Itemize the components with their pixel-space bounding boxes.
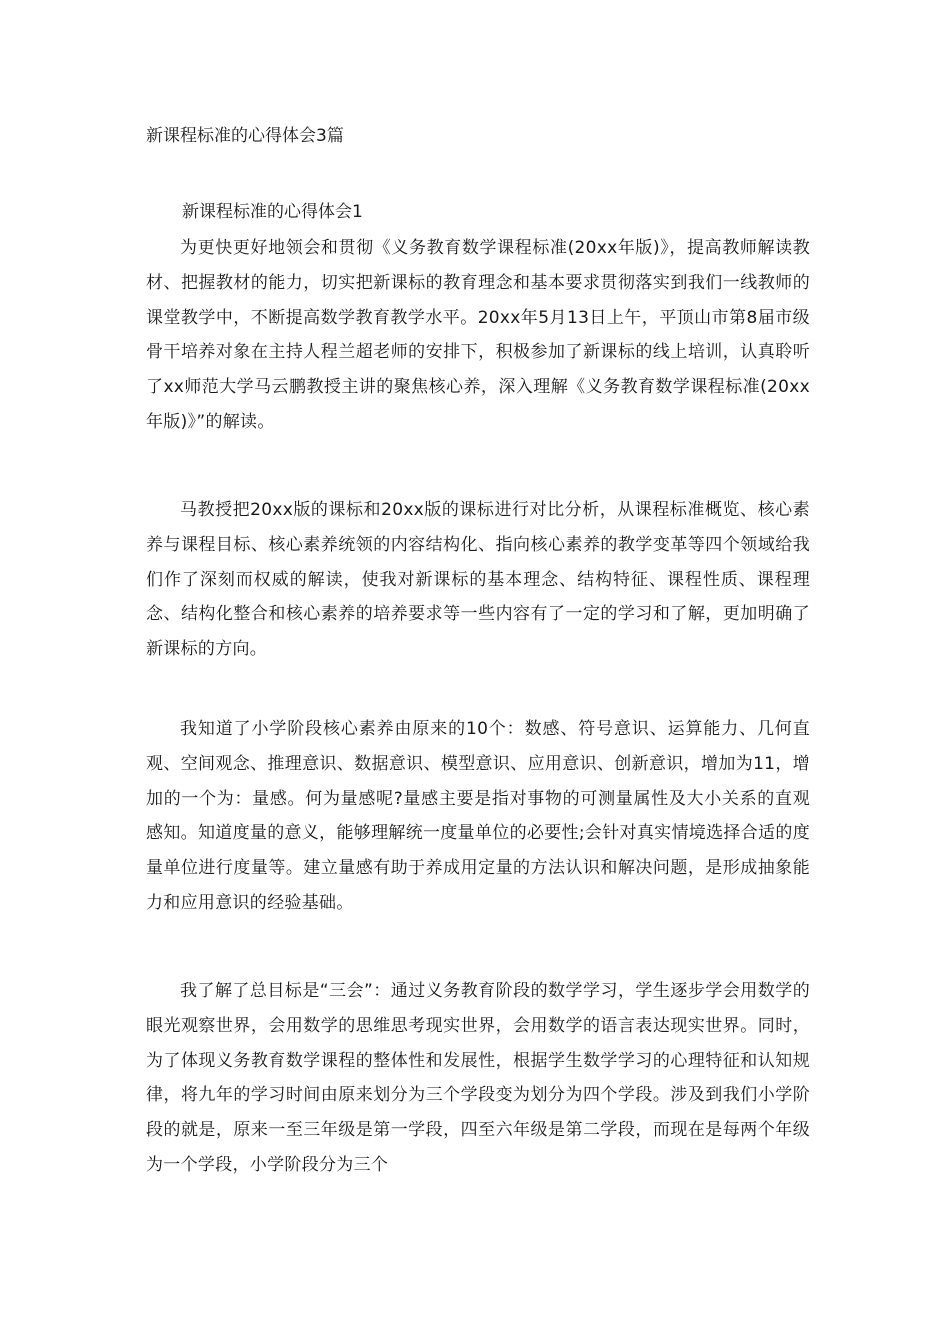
section-heading: 新课程标准的心得体会1 [182,202,363,222]
document-title: 新课程标准的心得体会3篇 [146,126,344,146]
paragraph: 为更快更好地领会和贯彻《义务教育数学课程标准(20xx年版)》，提高教师解读教材、把握教材的能力，切实把新课标的教育理念和基本要求贯彻落实到我们一线教师的课堂教学中，不断提高数学教育教学水平。20xx年5月13日上午，平顶山市第8届市级骨干培养对象在主持人程兰超老师的安排下，积极参加了新课标的线上培训，认真聆听了xx师范大学马云鹏教授主讲的聚焦核心养，深入理解《义务教育数学课程标准(20xx年版)》”的解读。 [146,238,810,432]
paragraph: 我知道了小学阶段核心素养由原来的10个：数感、符号意识、运算能力、几何直观、空间观念、推理意识、数据意识、模型意识、应用意识、创新意识，增加为11，增加的一个为：量感。何为量感呢?量感主要是指对事物的可测量属性及大小关系的直观感知。知道度量的意义，能够理解统一度量单位的必要性;会针对真实情境选择合适的度量单位进行度量等。建立量感有助于养成用定量的方法认识和解决问题，是形成抽象能力和应用意识的经验基础。 [146,719,810,913]
paragraph: 我了解了总目标是“三会”：通过义务教育阶段的数学学习，学生逐步学会用数学的眼光观察世界，会用数学的思维思考现实世界，会用数学的语言表达现实世界。同时，为了体现义务教育数学课程的整体性和发展性，根据学生数学学习的心理特征和认知规律，将九年的学习时间由原来划分为三个学段变为划分为四个学段。涉及到我们小学阶段的就是，原来一至三年级是第一学段，四至六年级是第二学段，而现在是每两个年级为一个学段，小学阶段分为三个 [146,981,810,1175]
paragraph: 马教授把20xx版的课标和20xx版的课标进行对比分析，从课程标准概览、核心素养与课程目标、核心素养统领的内容结构化、指向核心素养的教学变革等四个领域给我们作了深刻而权威的解读，使我对新课标的基本理念、结构特征、课程性质、课程理念、结构化整合和核心素养的培养要求等一些内容有了一定的学习和了解，更加明确了新课标的方向。 [146,500,810,660]
